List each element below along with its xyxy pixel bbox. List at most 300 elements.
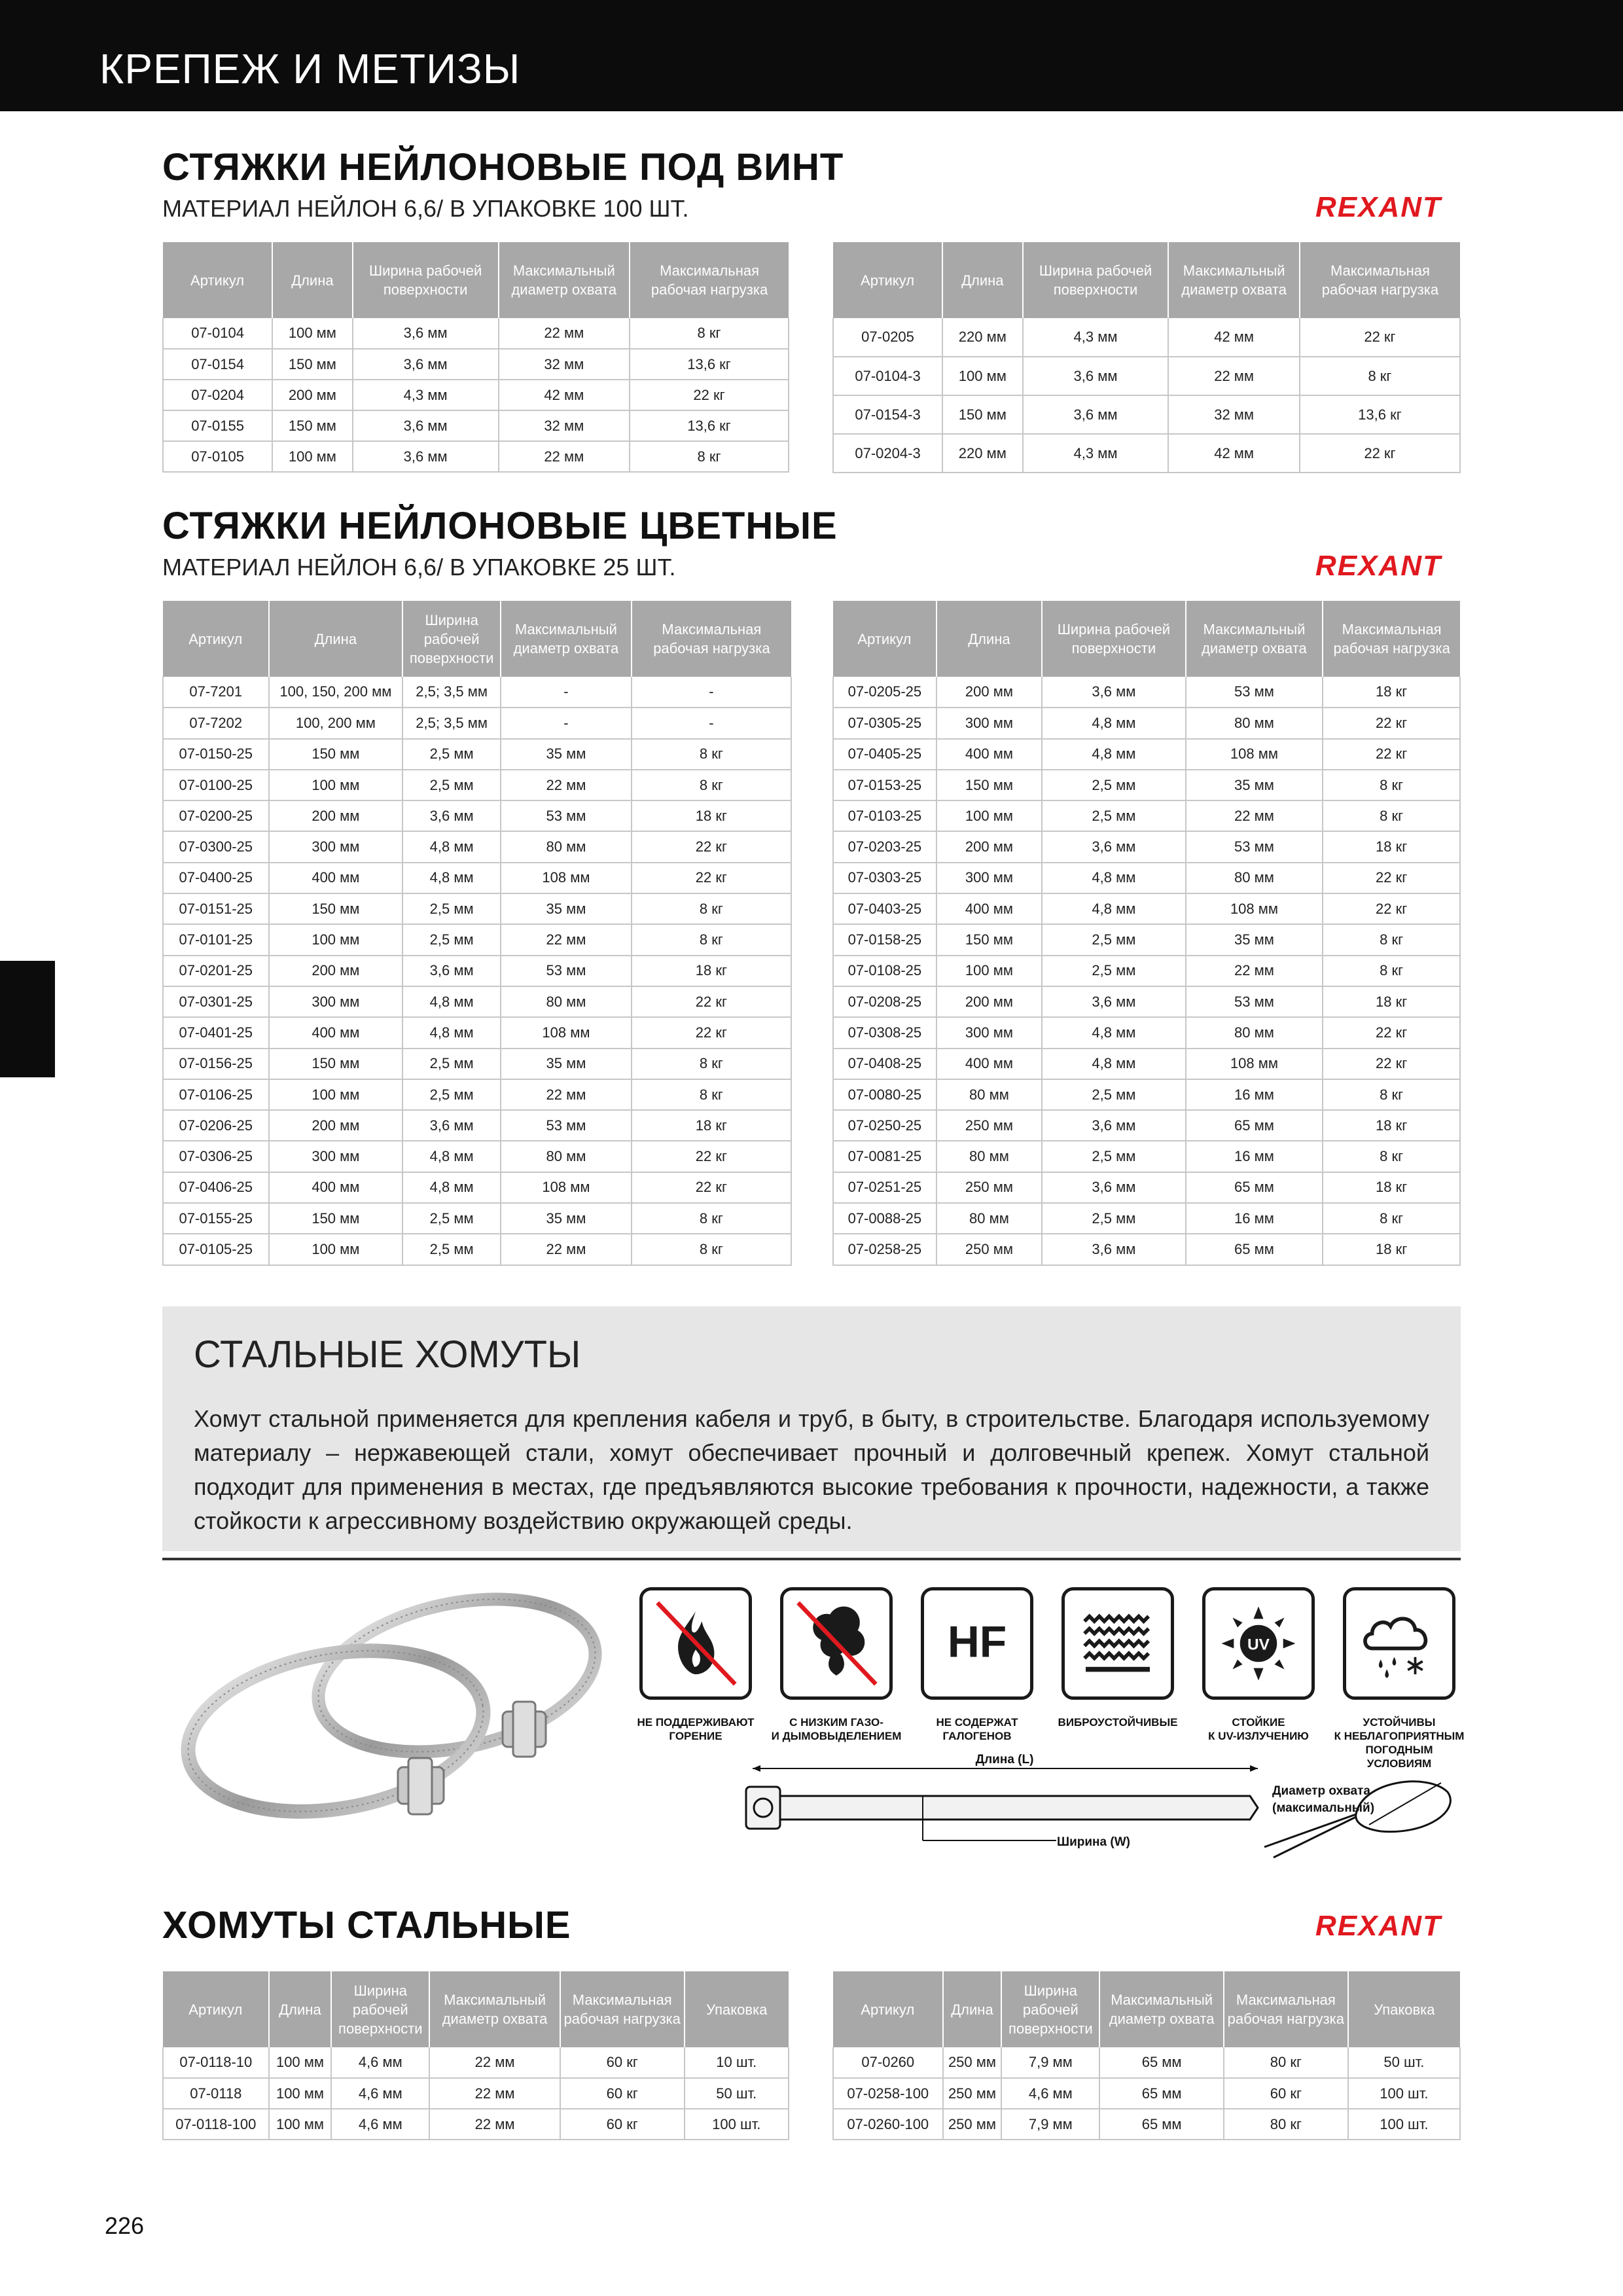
table-cell: 07-0153-25 (833, 770, 936, 800)
table-cell: 80 мм (1186, 863, 1323, 893)
table-steel-clamps-left (162, 1971, 789, 2140)
table-screw-ties-right (832, 242, 1461, 473)
table-cell: 100 шт. (685, 2109, 789, 2140)
feature-vibration (1052, 1587, 1183, 1729)
table-cell: 3,6 мм (1042, 1234, 1185, 1265)
table-row (163, 349, 789, 380)
table-cell: 4,8 мм (1042, 739, 1185, 770)
table-cell: 22 кг (630, 380, 789, 410)
table-cell: 400 мм (936, 1049, 1042, 1079)
table-cell: 65 мм (1099, 2078, 1224, 2109)
table-cell: 07-0251-25 (833, 1172, 936, 1203)
table-cell: 07-0206-25 (163, 1110, 269, 1141)
vibration-icon (1061, 1587, 1174, 1700)
section-subtitle-screw-ties: МАТЕРИАЛ НЕЙЛОН 6,6/ В УПАКОВКЕ 100 ШТ. (162, 195, 689, 222)
table-cell: 3,6 мм (353, 441, 499, 472)
table-cell: 4,8 мм (402, 1172, 501, 1203)
section-tab-marker (0, 961, 55, 1077)
table-cell: 108 мм (1186, 893, 1323, 924)
table-cell: 200 мм (936, 831, 1042, 862)
table-cell: 7,9 мм (1001, 2109, 1099, 2140)
table-cell: 2,5 мм (1042, 1203, 1185, 1234)
column-header: Ширина рабочей поверхности (1001, 1971, 1099, 2047)
table-header-row (833, 242, 1460, 318)
table-row (833, 924, 1460, 955)
page-header (0, 0, 1623, 111)
table-cell: 3,6 мм (1042, 986, 1185, 1017)
divider (162, 1558, 1461, 1560)
table-cell: 8 кг (1323, 1079, 1460, 1110)
column-header: Артикул (163, 1971, 269, 2047)
table-cell: 100 мм (269, 1079, 403, 1110)
table-cell: 3,6 мм (353, 318, 499, 349)
section-title-colored-ties: СТЯЖКИ НЕЙЛОНОВЫЕ ЦВЕТНЫЕ (162, 505, 838, 547)
table-cell: 80 мм (936, 1141, 1042, 1172)
table-row (163, 708, 791, 738)
table-cell: 150 мм (269, 893, 403, 924)
table-cell: 07-0305-25 (833, 708, 936, 738)
table-cell: 42 мм (499, 380, 630, 410)
table-cell: 300 мм (269, 986, 403, 1017)
table-cell: 100 мм (269, 770, 403, 800)
table-cell: 4,8 мм (402, 863, 501, 893)
weather-resistant-icon (1343, 1587, 1455, 1700)
table-cell: 13,6 кг (1300, 395, 1460, 434)
table-cell: 07-0118-10 (163, 2047, 269, 2078)
page-title: КРЕПЕЖ И МЕТИЗЫ (99, 45, 521, 92)
table-cell: 07-0203-25 (833, 831, 936, 862)
column-header: Артикул (163, 242, 272, 318)
column-header: Ширина рабочей поверхности (353, 242, 499, 318)
table-cell: 4,6 мм (331, 2109, 429, 2140)
table-row (833, 2047, 1460, 2078)
table-cell: 07-0118 (163, 2078, 269, 2109)
table-row (163, 800, 791, 831)
table-cell: 35 мм (501, 1049, 632, 1079)
table-cell: 07-0156-25 (163, 1049, 269, 1079)
table-cell: 07-0405-25 (833, 739, 936, 770)
table-cell: 80 мм (501, 986, 632, 1017)
table-row (163, 1234, 791, 1265)
table-cell: 200 мм (269, 956, 403, 986)
table-row (163, 2078, 789, 2109)
table-cell: 4,8 мм (1042, 1017, 1185, 1048)
table-cell: 07-0088-25 (833, 1203, 936, 1234)
table-cell: 108 мм (1186, 739, 1323, 770)
table-cell: 07-0403-25 (833, 893, 936, 924)
table-cell: 80 мм (501, 831, 632, 862)
table-cell: 53 мм (1186, 831, 1323, 862)
feature-label-line: ПОГОДНЫМ УСЛОВИЯМ (1365, 1744, 1433, 1770)
table-cell: 80 мм (936, 1203, 1042, 1234)
table-cell: 22 кг (632, 831, 791, 862)
table-header-row (833, 1971, 1460, 2047)
table-row (833, 434, 1460, 473)
table-cell: 2,5 мм (1042, 800, 1185, 831)
table-cell: 2,5 мм (1042, 924, 1185, 955)
table-cell: 22 кг (1300, 318, 1460, 357)
table-cell: 3,6 мм (353, 410, 499, 441)
table-cell: 60 кг (560, 2078, 685, 2109)
table-cell: 108 мм (501, 1172, 632, 1203)
table-cell: 35 мм (1186, 924, 1323, 955)
feature-low-smoke (771, 1587, 902, 1743)
column-header: Длина (272, 242, 353, 318)
table-row (163, 1141, 791, 1172)
column-header: Максимальный диаметр охвата (1099, 1971, 1224, 2047)
table-row (833, 863, 1460, 893)
table-cell: 22 мм (501, 770, 632, 800)
table-cell: 07-0154 (163, 349, 272, 380)
column-header: Артикул (833, 1971, 943, 2047)
table-cell: 22 мм (501, 924, 632, 955)
table-row (163, 986, 791, 1017)
table-cell: 2,5 мм (402, 924, 501, 955)
table-cell: 250 мм (943, 2078, 1002, 2109)
column-header: Длина (936, 601, 1042, 677)
table-cell: 300 мм (269, 1141, 403, 1172)
table-cell: 07-0204-3 (833, 434, 942, 473)
table-cell: 3,6 мм (1023, 395, 1169, 434)
table-cell: 07-0401-25 (163, 1017, 269, 1048)
table-cell: 07-0080-25 (833, 1079, 936, 1110)
table-cell: 8 кг (632, 1049, 791, 1079)
table-row (833, 1049, 1460, 1079)
table-cell: 100 мм (269, 924, 403, 955)
cable-tie-dimension-diagram (726, 1754, 1461, 1865)
column-header: Длина (269, 601, 403, 677)
table-cell: 8 кг (632, 1079, 791, 1110)
table-cell: - (632, 677, 791, 708)
table-cell: 2,5 мм (402, 1203, 501, 1234)
section-title-screw-ties: СТЯЖКИ НЕЙЛОНОВЫЕ ПОД ВИНТ (162, 146, 844, 188)
table-cell: 3,6 мм (402, 1110, 501, 1141)
table-row (163, 1017, 791, 1048)
table-row (833, 956, 1460, 986)
page-number: 226 (105, 2212, 145, 2239)
column-header: Максимальная рабочая нагрузка (560, 1971, 685, 2047)
table-cell: 18 кг (1323, 1110, 1460, 1141)
table-cell: 4,8 мм (402, 986, 501, 1017)
table-cell: 80 кг (1224, 2109, 1348, 2140)
table-screw-ties-left (162, 242, 789, 473)
table-cell: 22 мм (429, 2047, 560, 2078)
table-cell: 07-0155-25 (163, 1203, 269, 1234)
table-row (833, 1172, 1460, 1203)
table-cell: 07-0308-25 (833, 1017, 936, 1048)
table-cell: 100 шт. (1348, 2078, 1460, 2109)
table-cell: 18 кг (1323, 986, 1460, 1017)
table-cell: 100 мм (936, 956, 1042, 986)
table-cell: 22 кг (632, 1141, 791, 1172)
tie-head (746, 1787, 780, 1829)
table-cell: 07-0201-25 (163, 956, 269, 986)
column-header: Артикул (833, 242, 942, 318)
table-cell: 18 кг (1323, 1172, 1460, 1203)
feature-label (1193, 1715, 1324, 1743)
table-cell: 07-0104 (163, 318, 272, 349)
table-cell: 150 мм (272, 349, 353, 380)
column-header: Максимальная рабочая нагрузка (630, 242, 789, 318)
table-row (833, 2109, 1460, 2140)
table-cell: 100 мм (272, 318, 353, 349)
column-header: Длина (269, 1971, 332, 2047)
steel-clamp-image (175, 1584, 620, 1833)
table-cell: 80 кг (1224, 2047, 1348, 2078)
table-cell: - (632, 708, 791, 738)
feature-label-line: К НЕБЛАГОПРИЯТНЫМ (1334, 1730, 1465, 1742)
table-cell: 22 мм (429, 2109, 560, 2140)
table-cell: 150 мм (269, 1049, 403, 1079)
table-cell: 22 кг (632, 863, 791, 893)
table-cell: 300 мм (936, 708, 1042, 738)
table-cell: 8 кг (632, 893, 791, 924)
no-fire-icon (639, 1587, 752, 1700)
table-cell: 2,5 мм (402, 1079, 501, 1110)
table-cell: 07-0258-25 (833, 1234, 936, 1265)
table-row (833, 739, 1460, 770)
table-cell: - (501, 677, 632, 708)
table-cell: 300 мм (269, 831, 403, 862)
table-row (833, 893, 1460, 924)
column-header: Упаковка (1348, 1971, 1460, 2047)
table-cell: 250 мм (936, 1234, 1042, 1265)
table-cell: 07-0406-25 (163, 1172, 269, 1203)
table-row (163, 831, 791, 862)
table-cell: 07-0101-25 (163, 924, 269, 955)
table-row (833, 1141, 1460, 1172)
table-cell: 60 кг (1224, 2078, 1348, 2109)
info-title: СТАЛЬНЫЕ ХОМУТЫ (194, 1333, 581, 1376)
table-cell: 4,8 мм (402, 1141, 501, 1172)
table-row (163, 739, 791, 770)
table-cell: 4,8 мм (1042, 708, 1185, 738)
table-cell: 100 мм (269, 2078, 332, 2109)
table-row (163, 441, 789, 472)
table-cell: 22 мм (429, 2078, 560, 2109)
table-row (163, 924, 791, 955)
table-cell: 07-0208-25 (833, 986, 936, 1017)
table-cell: 108 мм (501, 1017, 632, 1048)
column-header: Максимальная рабочая нагрузка (1224, 1971, 1348, 2047)
table-row (833, 677, 1460, 708)
table-cell: 42 мм (1168, 434, 1300, 473)
table-cell: 8 кг (1300, 357, 1460, 395)
column-header: Ширина рабочей поверхности (331, 1971, 429, 2047)
table-cell: 80 мм (1186, 708, 1323, 738)
table-row (833, 1079, 1460, 1110)
brand-logo: REXANT (1315, 191, 1442, 223)
uv-resistant-icon (1202, 1587, 1315, 1700)
table-cell: 150 мм (272, 410, 353, 441)
table-cell: 07-0300-25 (163, 831, 269, 862)
table-cell: 07-0105 (163, 441, 272, 472)
table-cell: 35 мм (1186, 770, 1323, 800)
table-cell: 200 мм (936, 677, 1042, 708)
table-cell: 07-0301-25 (163, 986, 269, 1017)
table-cell: 4,8 мм (402, 831, 501, 862)
length-label: Длина (L) (975, 1754, 1034, 1767)
table-cell: 100 мм (269, 2109, 332, 2140)
table-cell: 53 мм (501, 800, 632, 831)
table-cell: 4,6 мм (1001, 2078, 1099, 2109)
table-cell: 4,8 мм (402, 1017, 501, 1048)
table-cell: 100 шт. (1348, 2109, 1460, 2140)
table-cell: 8 кг (1323, 924, 1460, 955)
table-cell: 07-0151-25 (163, 893, 269, 924)
table-cell: 2,5 мм (1042, 956, 1185, 986)
feature-weather (1334, 1587, 1465, 1770)
table-cell: 400 мм (936, 739, 1042, 770)
width-label: Ширина (W) (1057, 1835, 1130, 1849)
table-cell: 65 мм (1186, 1110, 1323, 1141)
column-header: Длина (943, 1971, 1002, 2047)
table-cell: 16 мм (1186, 1079, 1323, 1110)
table-row (833, 986, 1460, 1017)
table-cell: 100, 200 мм (269, 708, 403, 738)
table-cell: 4,8 мм (1042, 863, 1185, 893)
table-cell: 8 кг (632, 924, 791, 955)
diameter-label-line1: Диаметр охвата (1272, 1784, 1370, 1798)
table-row (163, 2047, 789, 2078)
column-header: Длина (942, 242, 1023, 318)
table-cell: 18 кг (1323, 677, 1460, 708)
table-row (833, 1017, 1460, 1048)
table-colored-ties-left (162, 601, 792, 1266)
table-cell: 150 мм (269, 1203, 403, 1234)
table-cell: 8 кг (630, 441, 789, 472)
table-cell: 22 мм (1186, 800, 1323, 831)
column-header: Ширина рабочей поверхности (1023, 242, 1169, 318)
table-cell: 22 мм (1186, 956, 1323, 986)
table-cell: 4,3 мм (1023, 434, 1169, 473)
feature-label (912, 1715, 1043, 1743)
table-cell: 80 мм (501, 1141, 632, 1172)
table-cell: - (501, 708, 632, 738)
table-cell: 2,5; 3,5 мм (402, 677, 501, 708)
table-row (833, 831, 1460, 862)
low-smoke-icon (780, 1587, 893, 1700)
table-cell: 65 мм (1186, 1234, 1323, 1265)
feature-no-fire (630, 1587, 761, 1743)
feature-label-line: С НИЗКИМ ГАЗО- (789, 1716, 883, 1729)
table-cell: 07-0081-25 (833, 1141, 936, 1172)
table-cell: 2,5 мм (402, 739, 501, 770)
table-cell: 8 кг (632, 1203, 791, 1234)
table-cell: 13,6 кг (630, 410, 789, 441)
column-header: Артикул (833, 601, 936, 677)
table-row (833, 318, 1460, 357)
table-cell: 22 кг (1323, 708, 1460, 738)
table-cell: 2,5 мм (1042, 1079, 1185, 1110)
table-cell: 4,3 мм (1023, 318, 1169, 357)
table-cell: 22 кг (1323, 863, 1460, 893)
table-cell: 220 мм (942, 318, 1023, 357)
table-cell: 22 кг (1300, 434, 1460, 473)
table-cell: 07-0408-25 (833, 1049, 936, 1079)
table-cell: 35 мм (501, 893, 632, 924)
table-cell: 80 мм (936, 1079, 1042, 1110)
table-cell: 100 мм (269, 1234, 403, 1265)
feature-label (630, 1715, 761, 1743)
table-cell: 22 кг (632, 1017, 791, 1048)
table-row (833, 1110, 1460, 1141)
table-cell: 07-0158-25 (833, 924, 936, 955)
table-cell: 32 мм (1168, 395, 1300, 434)
table-cell: 42 мм (1168, 318, 1300, 357)
table-cell: 400 мм (269, 863, 403, 893)
table-cell: 65 мм (1186, 1172, 1323, 1203)
table-row (163, 956, 791, 986)
table-cell: 18 кг (1323, 831, 1460, 862)
feature-uv (1193, 1587, 1324, 1743)
table-cell: 200 мм (269, 800, 403, 831)
table-cell: 22 мм (501, 1234, 632, 1265)
table-cell: 3,6 мм (1042, 1172, 1185, 1203)
table-cell: 18 кг (632, 956, 791, 986)
table-row (163, 677, 791, 708)
column-header: Максимальный диаметр охвата (1186, 601, 1323, 677)
table-cell: 22 кг (1323, 1049, 1460, 1079)
uv-text: UV (1247, 1636, 1270, 1654)
table-cell: 300 мм (936, 863, 1042, 893)
table-cell: 65 мм (1099, 2109, 1224, 2140)
feature-label-line: НЕ СОДЕРЖАТ (936, 1716, 1018, 1729)
table-cell: 07-0205 (833, 318, 942, 357)
table-cell: 100 мм (272, 441, 353, 472)
diameter-label-line2: (максимальный) (1272, 1801, 1375, 1815)
feature-label-line: ВИБРОУСТОЙЧИВЫЕ (1058, 1716, 1178, 1729)
table-cell: 220 мм (942, 434, 1023, 473)
column-header: Максимальный диаметр охвата (1168, 242, 1300, 318)
table-cell: 22 мм (499, 318, 630, 349)
table-cell: 3,6 мм (1023, 357, 1169, 395)
tie-strap (780, 1796, 1258, 1820)
table-row (833, 770, 1460, 800)
table-cell: 400 мм (269, 1172, 403, 1203)
brand-logo: REXANT (1315, 1910, 1442, 1942)
table-cell: 100 мм (942, 357, 1023, 395)
table-cell: 150 мм (942, 395, 1023, 434)
halogen-free-icon (921, 1587, 1033, 1700)
table-cell: 18 кг (632, 1110, 791, 1141)
table-cell: 2,5; 3,5 мм (402, 708, 501, 738)
table-cell: 07-0106-25 (163, 1079, 269, 1110)
table-cell: 07-0155 (163, 410, 272, 441)
hf-text: HF (947, 1617, 1007, 1667)
table-cell: 60 кг (560, 2109, 685, 2140)
table-cell: 4,8 мм (1042, 893, 1185, 924)
table-cell: 07-0250-25 (833, 1110, 936, 1141)
table-cell: 35 мм (501, 1203, 632, 1234)
column-header: Максимальный диаметр охвата (499, 242, 630, 318)
table-cell: 250 мм (943, 2047, 1002, 2078)
table-row (163, 1079, 791, 1110)
table-cell: 8 кг (1323, 800, 1460, 831)
table-steel-clamps-right (832, 1971, 1461, 2140)
table-cell: 07-0118-100 (163, 2109, 269, 2140)
table-cell: 22 кг (1323, 893, 1460, 924)
table-cell: 35 мм (501, 739, 632, 770)
table-cell: 50 шт. (1348, 2047, 1460, 2078)
table-cell: 4,8 мм (1042, 1049, 1185, 1079)
table-cell: 8 кг (1323, 956, 1460, 986)
table-cell: 22 кг (632, 986, 791, 1017)
table-row (163, 1203, 791, 1234)
table-cell: 07-0200-25 (163, 800, 269, 831)
table-cell: 32 мм (499, 410, 630, 441)
section-title-steel-clamps: ХОМУТЫ СТАЛЬНЫЕ (162, 1904, 571, 1946)
